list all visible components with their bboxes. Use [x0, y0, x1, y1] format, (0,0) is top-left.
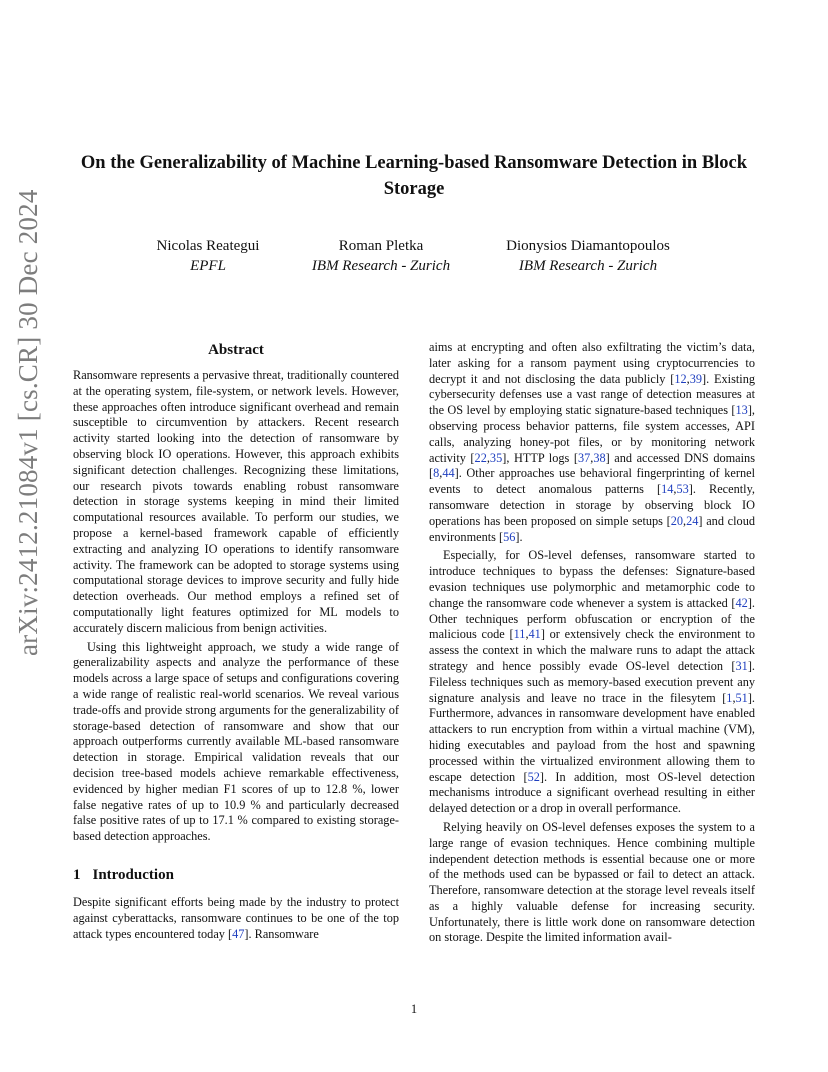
citation-link[interactable]: 13: [735, 403, 748, 418]
citation-link[interactable]: 20: [670, 513, 684, 528]
citation-link[interactable]: 44: [442, 466, 455, 481]
abstract-heading: Abstract: [208, 342, 264, 358]
intro-paragraph-2: Especially, for OS-level defenses, ransomware started to introduce techniques to bypass the defenses: Signature-based evasion techniques use polymorphic and metamorphic code to change the ransomware code whenever a system is attacked [42]. Other techniques perform obfuscation or encryption of the malicious code [11,41] or extensively check the environment to assess the context in which the malware runs to adapt the attack strategy and hence possibly evade OS-level detection [31]. Fileless techniques such as memory-based execution prevent any signature analysis and leave no trace in the filesytem [1,51]. Furthermore, advances in ransomware development have enabled attackers to run encryption from within a virtual machine (VM), hiding executables and payload from the host and spawning processed within the virtualized environment allowing them to escape detection [52]. In addition, most OS-level detection mechanisms introduce a significant overhead resulting in either delayed detection or a drop in overall performance.: [429, 548, 756, 816]
author-name: Dionysios Diamantopoulos: [506, 238, 670, 254]
intro-paragraph-1-continued: aims at encrypting and often also exfiltrating the victim’s data, later asking for a ransom payment using cryptocurrencies to decrypt it and not disclosing the data publicly [12,39]. Existing cybersecurity defenses use a vast range of detection measures at the OS level by employing static signature-based techniques [13], observing process behavior patterns, file system accesses, API calls, analyzing honey-pot files, or by monitoring network activity [22,35], HTTP logs [37,38] and accessed DNS domains [8,44]. Other approaches use behavioral fingerprinting of kernel events to detect anomalous patterns [14,53]. Recently, ransomware detection in storage by observing block IO operations has been proposed on simple setups [20,24] and cloud environments [56].: [429, 340, 755, 544]
citation-link[interactable]: 35: [489, 450, 503, 465]
citation-link[interactable]: 14: [661, 482, 674, 497]
citation-link[interactable]: 47: [232, 926, 245, 941]
intro-paragraph-1: Despite significant efforts being made by the industry to protect against cyberattacks, ransomware continues to be one of the top attack types encountered today [47]. Ransomware: [73, 894, 399, 941]
citation-link[interactable]: 12: [674, 371, 687, 386]
citation-link[interactable]: 11: [513, 627, 526, 642]
citation-link[interactable]: 52: [527, 769, 540, 784]
citation-link[interactable]: 39: [689, 371, 703, 386]
citation-link[interactable]: 53: [676, 482, 689, 497]
abstract-paragraph-2: Using this lightweight approach, we study a wide range of generalizability aspects and analyze the performance of these models across a large space of setups and configurations covering a wide range of realistic real-world scenarios. We reveal various trade-offs and provide strong arguments for the generalizability of storage-based detection of ransomware and show that our approach outperforms currently available ML-based ransomware detection in storage. Empirical validation reveals that our decision tree-based models achieve remarkable effectiveness, evidenced by higher median F1 scores of up to 12.8 %, lower false negative rates of up to 10.9 % and particularly decreased false positive rates of up to 17.1 % compared to existing storage-based detection approaches.: [73, 639, 399, 844]
right-column: [429, 340, 755, 946]
section-heading-introduction: [73, 865, 399, 885]
arxiv-identifier: arXiv:2412.21084v1 [cs.CR] 30 Dec 2024: [13, 189, 43, 656]
citation-link[interactable]: 56: [503, 529, 516, 544]
abstract-paragraph-1: Ransomware represents a pervasive threat, traditionally countered at the operating system, file-system, or network levels. However, these approaches often introduce significant overhead and remain susceptible to circumvention by attackers. Recent research activity started looking into the detection of ransomware by observing block IO operations. However, this approach exhibits significant detection challenges. Recognizing these limitations, our research pivots towards enabling robust ransomware detection in storage systems keeping in mind their limited computational resources available. To perform our studies, we propose a kernel-based framework capable of efficiently extracting and analyzing IO operations to identify ransomware activity. The framework can be adopted to storage systems using computational storage devices to improve security and fully hide detection overheads. Our method employs a refined set of computationally light features optimized for ML models to accurately discern malicious from benign activities.: [73, 368, 399, 635]
page-number: 1: [410, 1002, 418, 1016]
paper-title: On the Generalizability of Machine Learning-based Ransomware Detection in Block Storage: [80, 153, 748, 199]
citation-link[interactable]: 31: [735, 658, 748, 673]
citation-link[interactable]: 24: [686, 513, 699, 528]
citation-link[interactable]: 51: [735, 690, 748, 705]
author-affiliation: IBM Research - Zurich: [311, 258, 451, 274]
author-name: Roman Pletka: [338, 238, 424, 254]
citation-link[interactable]: 37: [577, 450, 591, 465]
left-column: [73, 340, 399, 942]
author-1: [138, 236, 278, 276]
citation-link[interactable]: 1: [726, 690, 733, 705]
author-name: Nicolas Reategui: [156, 238, 260, 254]
citation-link[interactable]: 8: [433, 466, 440, 481]
citation-link[interactable]: 38: [593, 450, 606, 465]
author-3: [488, 236, 688, 276]
author-affiliation: IBM Research - Zurich: [518, 258, 658, 274]
author-2: [296, 236, 466, 276]
section-number: 1: [73, 866, 81, 883]
citation-link[interactable]: 42: [735, 595, 748, 610]
section-title: Introduction: [92, 866, 174, 883]
author-affiliation: EPFL: [190, 258, 226, 274]
citation-link[interactable]: 41: [528, 627, 541, 642]
intro-paragraph-3: Relying heavily on OS-level defenses exposes the system to a large range of evasion techniques. Hence combining multiple independent detection methods is essential because one or more of the methods used can be bypassed or fail to detect an attack. Therefore, ransomware detection at the storage level reveals itself as a highly valuable defense for increasing security. Unfortunately, there is little work done on ransomware detection on storage. Despite the limited information avail-: [429, 819, 755, 945]
citation-link[interactable]: 22: [474, 450, 487, 465]
